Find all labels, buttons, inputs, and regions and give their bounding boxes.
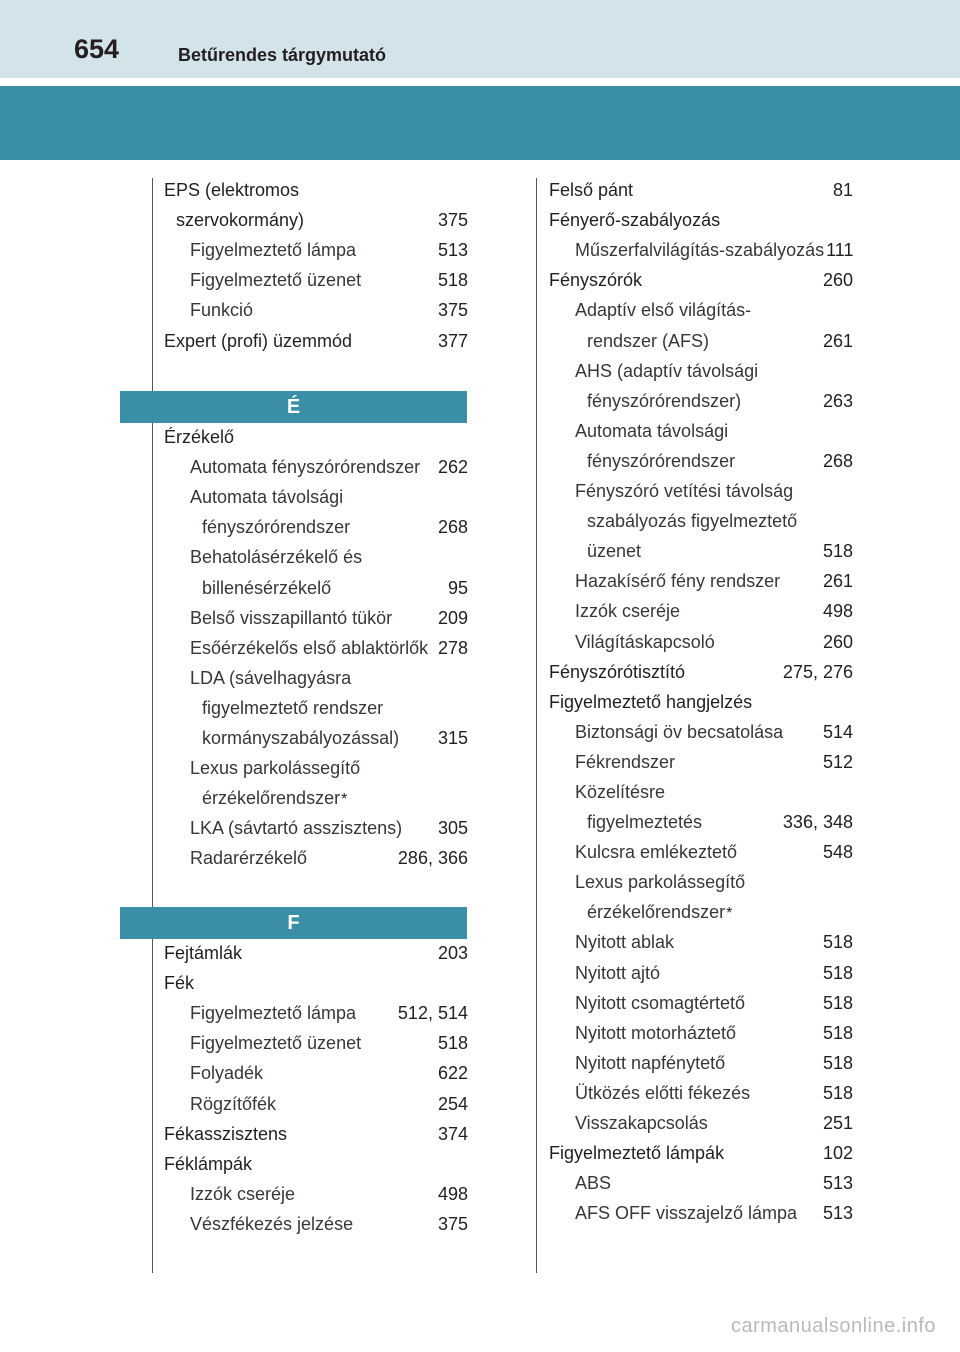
index-entry — [549, 475, 853, 505]
index-entry — [164, 782, 468, 812]
page-reference: 315 — [437, 728, 468, 749]
index-term: Kulcsra emlékeztető — [575, 842, 738, 863]
page-reference: 375 — [437, 300, 468, 321]
page-reference: 513 — [822, 1203, 853, 1224]
index-entry — [549, 776, 853, 806]
index-term: AHS (adaptív távolsági — [575, 360, 759, 381]
index-entry — [164, 752, 468, 782]
dot-leader — [742, 398, 822, 412]
section-letter-e-accent: É — [120, 391, 467, 423]
dot-leader — [296, 1191, 437, 1205]
page-reference: 260 — [822, 631, 853, 652]
dot-leader — [676, 759, 822, 773]
dot-leader — [288, 1131, 437, 1145]
index-term: figyelmeztető rendszer — [202, 697, 384, 718]
page-reference: 518 — [822, 1022, 853, 1043]
index-entry — [164, 1178, 468, 1208]
page-reference: 262 — [437, 457, 468, 478]
page-title: Betűrendes tárgymutató — [178, 45, 387, 65]
dot-leader — [612, 1180, 822, 1194]
index-term: Lexus parkolássegítő — [575, 872, 746, 893]
page-reference: 111 — [826, 240, 854, 261]
index-term: Féklámpák — [164, 1153, 253, 1174]
index-term: Esőérzékelős első ablaktörlők — [190, 637, 429, 658]
dot-leader — [686, 669, 782, 683]
index-entry — [164, 842, 468, 872]
page-reference: 518 — [822, 932, 853, 953]
dot-leader — [738, 849, 822, 863]
index-term: rendszer (AFS) — [587, 330, 710, 351]
page-reference: 268 — [437, 517, 468, 538]
dot-leader — [798, 1210, 822, 1224]
index-term: Nyitott napfénytető — [575, 1052, 726, 1073]
index-entry — [549, 565, 853, 595]
index-term: Automata fényszórórendszer — [190, 457, 421, 478]
index-column-left-e — [164, 421, 468, 872]
index-term: Lexus parkolássegítő — [190, 758, 361, 779]
index-term: kormányszabályozással) — [202, 728, 400, 749]
dot-leader — [661, 970, 822, 984]
dot-leader — [243, 950, 437, 964]
index-entry — [164, 421, 468, 451]
page-reference: 548 — [822, 842, 853, 863]
page-number: 654 — [74, 34, 120, 64]
dot-leader — [353, 338, 437, 352]
index-term: Világításkapcsoló — [575, 631, 715, 652]
index-term: Hazakísérő fény rendszer — [575, 571, 781, 592]
watermark: carmanualsonline.info — [730, 1315, 936, 1337]
index-entry — [549, 1137, 853, 1167]
index-entry — [549, 264, 853, 294]
page-reference: 518 — [822, 962, 853, 983]
index-entry — [164, 1087, 468, 1117]
dot-leader — [393, 615, 437, 629]
dot-leader — [354, 1221, 437, 1235]
dot-leader — [681, 608, 822, 622]
index-term: fényszórórendszer) — [587, 390, 742, 411]
index-term: Belső visszapillantó tükör — [190, 607, 393, 628]
index-entry — [164, 722, 468, 752]
index-term: Visszakapcsolás — [575, 1113, 708, 1133]
index-entry — [549, 896, 853, 926]
page-reference: 268 — [822, 450, 853, 471]
index-entry — [549, 535, 853, 565]
dot-leader — [254, 307, 437, 321]
page-reference: 622 — [437, 1063, 468, 1084]
index-term: Automata távolsági — [190, 487, 344, 508]
index-term: Figyelmeztető lámpák — [549, 1143, 725, 1164]
index-entry — [164, 264, 468, 294]
index-entry — [549, 806, 853, 836]
page-reference: 81 — [832, 180, 853, 201]
index-term: Figyelmeztető hangjelzés — [549, 691, 753, 712]
page-reference: 209 — [437, 607, 468, 628]
page-reference: 305 — [437, 818, 468, 839]
index-term: Nyitott csomagtértető — [575, 992, 746, 1013]
index-term: szabályozás figyelmeztető — [587, 511, 798, 532]
page-reference: 261 — [822, 330, 853, 351]
page-reference: 498 — [437, 1183, 468, 1204]
index-entry — [549, 836, 853, 866]
index-term: Biztonsági öv becsatolása — [575, 721, 784, 742]
index-term: Automata távolsági — [575, 420, 729, 441]
index-term: AFS OFF visszajelző lámpa — [575, 1203, 798, 1224]
index-entry — [549, 1197, 853, 1227]
index-entry — [549, 505, 853, 535]
index-entry — [549, 866, 853, 896]
index-entry — [164, 997, 468, 1027]
page-reference: 512 — [822, 751, 853, 772]
page-reference: 518 — [437, 270, 468, 291]
index-term: LDA (sávelhagyásra — [190, 667, 352, 688]
index-entry — [549, 324, 853, 354]
dot-leader — [308, 855, 397, 869]
dot-leader — [332, 585, 447, 599]
dot-leader — [277, 1101, 437, 1115]
dot-leader — [357, 247, 437, 261]
dot-leader — [643, 277, 822, 291]
index-entry — [549, 686, 853, 716]
index-term: érzékelőrendszer — [202, 788, 341, 809]
page-reference: 512, 514 — [397, 1003, 468, 1024]
dot-leader — [725, 1150, 822, 1164]
index-term: Izzók cseréje — [190, 1183, 296, 1204]
index-term: Nyitott motorháztető — [575, 1022, 737, 1043]
dot-leader — [784, 729, 822, 743]
left-column-rule — [152, 178, 153, 1273]
page-reference: 518 — [822, 1082, 853, 1103]
dot-leader — [403, 825, 437, 839]
index-term: Fényerő-szabályozás — [549, 210, 721, 231]
index-entry — [164, 967, 468, 997]
index-entry — [164, 812, 468, 842]
page-reference: 513 — [822, 1173, 853, 1194]
dot-leader — [746, 1000, 822, 1014]
index-column-left-f — [164, 937, 468, 1238]
dot-leader — [305, 217, 437, 231]
dot-leader — [264, 1070, 437, 1084]
index-term: Expert (profi) üzemmód — [164, 330, 353, 351]
page-reference: 518 — [822, 1052, 853, 1073]
dot-leader — [642, 548, 822, 562]
index-entry — [164, 937, 468, 967]
index-entry — [164, 324, 468, 354]
index-entry — [549, 294, 853, 324]
index-entry — [164, 204, 468, 234]
page-reference: 377 — [437, 330, 468, 351]
index-entry — [164, 1208, 468, 1238]
dot-leader — [709, 1120, 822, 1134]
index-entry — [549, 716, 853, 746]
index-term: Fényszórók — [549, 270, 643, 291]
page-reference: 375 — [437, 1213, 468, 1234]
page-reference: 518 — [822, 992, 853, 1013]
page-reference: 95 — [447, 577, 468, 598]
dot-leader — [400, 735, 437, 749]
page-reference: 102 — [822, 1143, 853, 1164]
dot-leader — [751, 1090, 822, 1104]
header-band — [0, 86, 960, 160]
index-term: Izzók cseréje — [575, 601, 681, 622]
page-reference: 518 — [437, 1033, 468, 1054]
index-term: figyelmeztetés — [587, 812, 703, 833]
index-entry — [549, 355, 853, 385]
index-term: Fékasszisztens — [164, 1123, 288, 1144]
index-entry — [164, 692, 468, 722]
page-reference: 286, 366 — [397, 848, 468, 869]
index-term: LKA (sávtartó asszisztens) — [190, 818, 403, 839]
page-reference: 518 — [822, 541, 853, 562]
right-column-rule — [536, 178, 537, 1273]
index-entry — [164, 571, 468, 601]
index-entry — [549, 234, 853, 264]
page-reference: 336, 348 — [782, 812, 853, 833]
index-term: Fényszórótisztító — [549, 661, 686, 682]
index-entry — [164, 1027, 468, 1057]
dot-leader — [726, 1060, 822, 1074]
section-letter-f: F — [120, 907, 467, 939]
index-term: Figyelmeztető üzenet — [190, 270, 362, 291]
index-term: billenésérzékelő — [202, 577, 332, 598]
index-term: Funkció — [190, 300, 254, 321]
index-entry — [549, 595, 853, 625]
page-reference: 254 — [437, 1093, 468, 1114]
index-term: Radarérzékelő — [190, 848, 308, 869]
index-term: Fék — [164, 973, 195, 994]
page-reference: 275, 276 — [782, 661, 853, 682]
index-term: Rögzítőfék — [190, 1093, 277, 1114]
index-term: Fényszóró vetítési távolság — [575, 481, 794, 502]
index-entry — [164, 662, 468, 692]
index-entry — [549, 1107, 853, 1137]
page-reference: 261 — [822, 571, 853, 592]
index-entry — [164, 1148, 468, 1178]
index-term: Felső pánt — [549, 180, 634, 201]
index-entry — [549, 385, 853, 415]
page-reference: 263 — [822, 390, 853, 411]
index-term: Vészfékezés jelzése — [190, 1213, 354, 1234]
dot-leader — [357, 1010, 397, 1024]
dot-leader — [716, 639, 822, 653]
index-entry — [549, 1047, 853, 1077]
page-reference: 260 — [822, 270, 853, 291]
index-entry — [164, 234, 468, 264]
page-reference: 203 — [437, 943, 468, 964]
dot-leader — [737, 1030, 822, 1044]
index-entry — [164, 1057, 468, 1087]
dot-leader — [781, 578, 822, 592]
index-term: érzékelőrendszer — [587, 902, 726, 923]
index-entry — [164, 511, 468, 541]
page-reference: 278 — [437, 637, 468, 658]
dot-leader — [675, 939, 822, 953]
index-column-right — [549, 174, 853, 1227]
index-term: EPS (elektromos — [164, 180, 300, 201]
index-entry — [549, 926, 853, 956]
index-entry — [164, 294, 468, 324]
index-entry — [164, 602, 468, 632]
index-term: Fékrendszer — [575, 751, 676, 772]
dot-leader — [710, 338, 822, 352]
index-term: Nyitott ablak — [575, 932, 675, 953]
index-entry — [549, 415, 853, 445]
index-column-left-top — [164, 174, 468, 355]
index-term: fényszórórendszer — [587, 450, 736, 471]
dot-leader — [351, 524, 437, 538]
index-term: fényszórórendszer — [202, 517, 351, 538]
index-entry — [549, 204, 853, 234]
page-reference: 251 — [822, 1113, 853, 1133]
index-term: Közelítésre — [575, 781, 666, 802]
index-term: Behatolásérzékelő és — [190, 547, 363, 568]
page-reference: 514 — [822, 721, 853, 742]
index-term: Ütközés előtti fékezés — [575, 1082, 751, 1103]
page-reference: 375 — [437, 210, 468, 231]
dot-leader — [634, 187, 832, 201]
index-entry — [549, 1077, 853, 1107]
index-term: Műszerfalvilágítás-szabályozás — [575, 240, 825, 261]
index-entry — [164, 174, 468, 204]
page-reference: 513 — [437, 240, 468, 261]
index-term: szervokormány) — [176, 210, 305, 231]
index-entry — [164, 541, 468, 571]
dot-leader — [362, 1040, 437, 1054]
header-bar — [0, 0, 960, 78]
index-term: Figyelmeztető lámpa — [190, 1003, 357, 1024]
index-entry — [164, 481, 468, 511]
footnote-mark: * — [726, 905, 733, 923]
dot-leader — [421, 464, 437, 478]
index-term: üzenet — [587, 541, 642, 562]
index-term: Nyitott ajtó — [575, 962, 661, 983]
index-term: Figyelmeztető lámpa — [190, 240, 357, 261]
index-entry — [164, 451, 468, 481]
index-term: Adaptív első világítás- — [575, 300, 752, 321]
index-term: Fejtámlák — [164, 943, 243, 964]
index-entry — [549, 174, 853, 204]
index-entry — [549, 625, 853, 655]
index-entry — [549, 987, 853, 1017]
index-entry — [549, 445, 853, 475]
index-entry — [549, 1167, 853, 1197]
index-entry — [164, 1118, 468, 1148]
index-term: ABS — [575, 1173, 612, 1194]
index-entry — [549, 656, 853, 686]
dot-leader — [362, 277, 437, 291]
index-term: Érzékelő — [164, 427, 235, 448]
dot-leader — [736, 458, 822, 472]
footnote-mark: * — [341, 791, 348, 809]
index-term: Figyelmeztető üzenet — [190, 1033, 362, 1054]
dot-leader — [429, 645, 437, 659]
page-reference: 374 — [437, 1123, 468, 1144]
index-entry — [549, 746, 853, 776]
dot-leader — [703, 819, 782, 833]
index-entry — [549, 956, 853, 986]
index-entry — [164, 632, 468, 662]
page-reference: 498 — [822, 601, 853, 622]
index-term: Folyadék — [190, 1063, 264, 1084]
index-entry — [549, 1017, 853, 1047]
